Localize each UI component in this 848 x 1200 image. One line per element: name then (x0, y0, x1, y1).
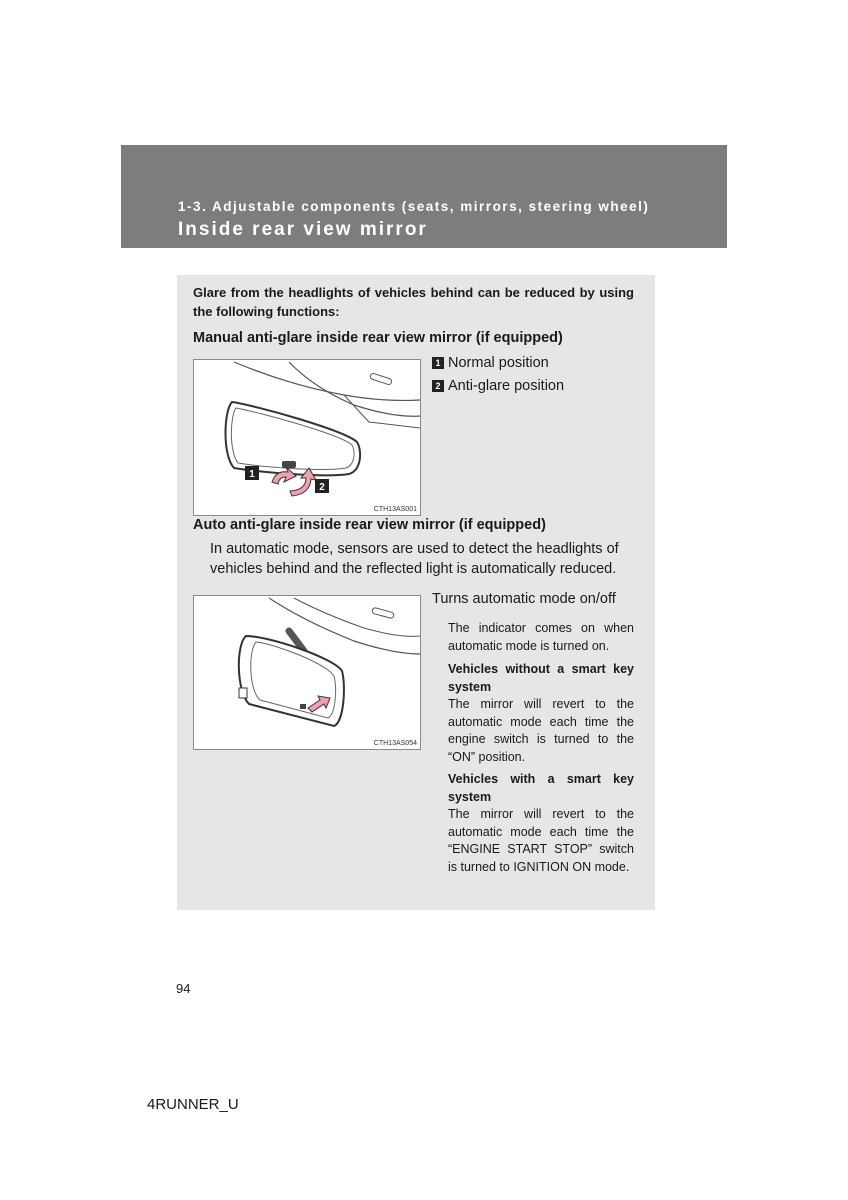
callout-1-label: 1 (249, 469, 255, 480)
legend-antiglare (432, 378, 564, 394)
legend-number-box: 2 (432, 380, 444, 392)
auto-figure-code: CTH13AS054 (373, 740, 417, 747)
manual-mirror-illustration (194, 360, 420, 515)
legend-normal (432, 355, 549, 371)
intro-text: Glare from the headlights of vehicles behind can be reduced by using the following functions: (193, 285, 634, 319)
auto-body: In automatic mode, sensors are used to detect the headlights of vehicles behind and the reflected light is automatically reduced. (210, 541, 619, 577)
page-title: Inside rear view mirror (178, 219, 428, 240)
note-indicator: The indicator comes on when automatic mode is turned on. (448, 621, 634, 653)
legend-antiglare-label: Anti-glare position (448, 378, 565, 394)
note-with-smart-key (448, 771, 634, 876)
legend-number-box: 1 (432, 357, 444, 369)
auto-mirror-figure (193, 595, 421, 750)
auto-heading: Auto anti-glare inside rear view mirror (if equipped) (193, 517, 546, 533)
manual-heading: Manual anti-glare inside rear view mirror (if equipped) (193, 330, 563, 346)
content-box (177, 275, 655, 910)
note-without-smart-key-title: Vehicles without a smart key system (448, 662, 634, 694)
page-number: 94 (176, 981, 191, 996)
manual-figure-code: CTH13AS001 (373, 506, 417, 513)
callout-2-label: 2 (319, 482, 325, 493)
manual-mirror-figure (193, 359, 421, 516)
note-without-smart-key (448, 661, 634, 766)
auto-mirror-illustration (194, 596, 420, 749)
legend-normal-label: Normal position (448, 355, 549, 371)
note-with-smart-key-body: The mirror will revert to the automatic mode each time the “ENGINE START STOP” switch is turned to IGNITION ON mode. (448, 807, 634, 874)
doc-code: 4RUNNER_U (147, 1096, 239, 1113)
note-with-smart-key-title: Vehicles with a smart key system (448, 772, 634, 804)
section-label: 1-3. Adjustable components (seats, mirrors, steering wheel) (178, 199, 650, 214)
note-without-smart-key-body: The mirror will revert to the automatic mode each time the engine switch is turned to the “ON” position. (448, 697, 634, 764)
auto-button-label: Turns automatic mode on/off (432, 591, 616, 607)
header-band (121, 145, 727, 248)
